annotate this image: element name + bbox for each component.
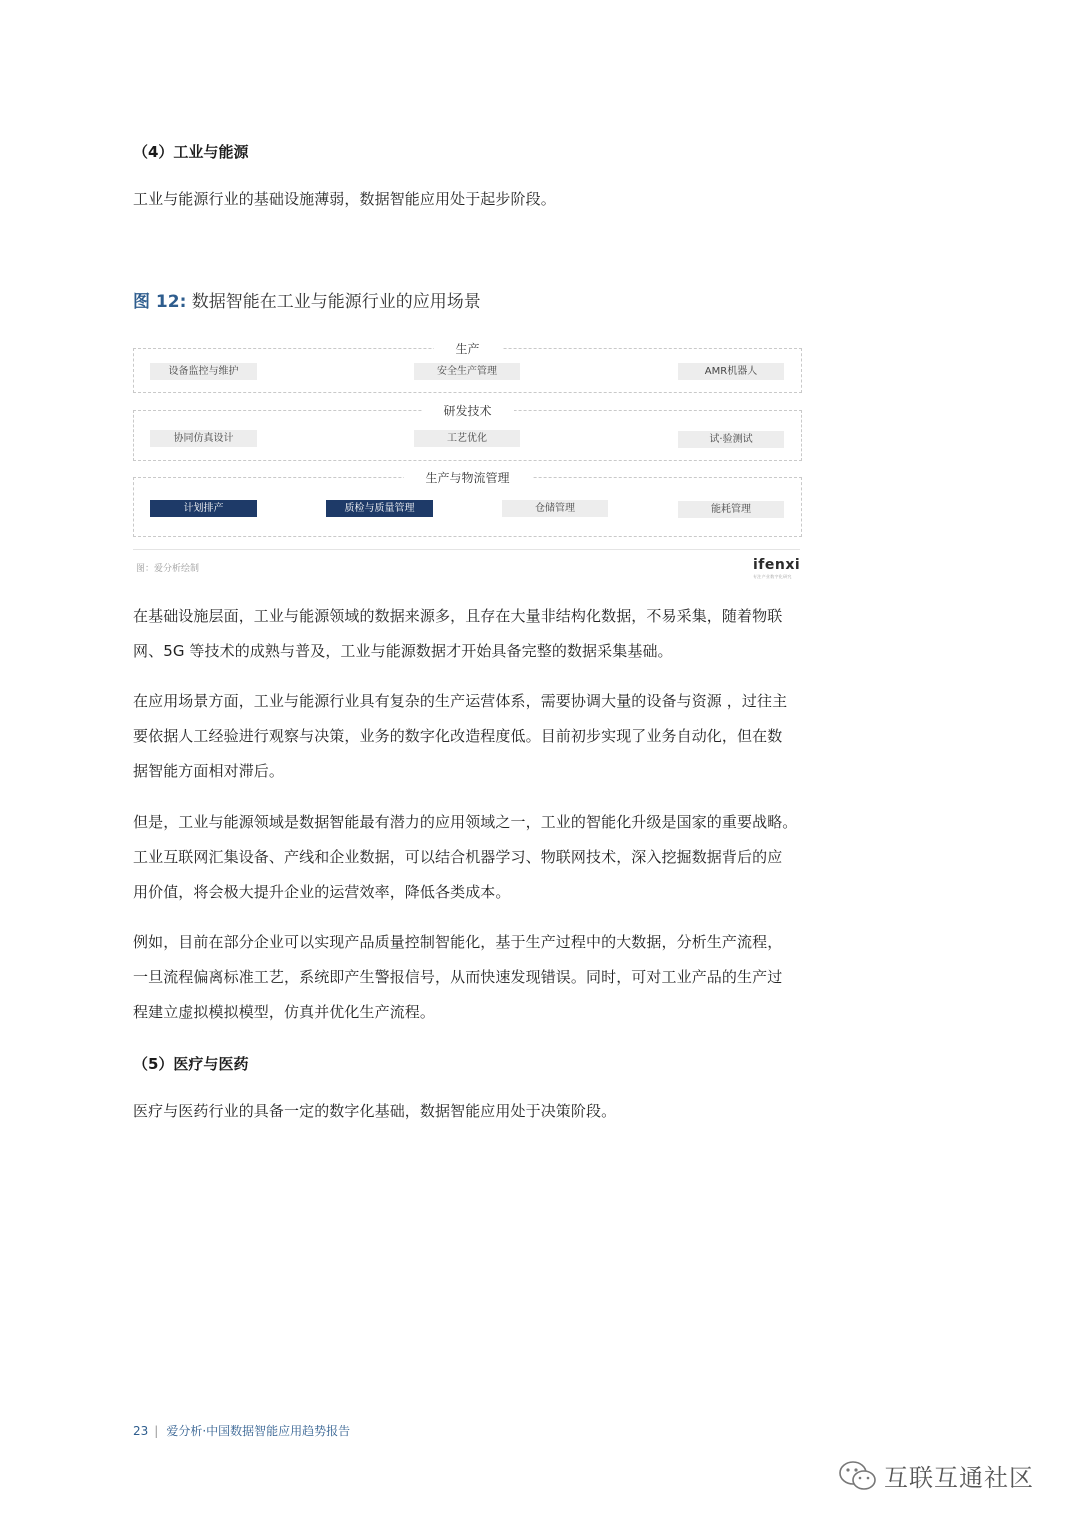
section-intro: 医疗与医药行业的具备一定的数字化基础，数据智能应用处于决策阶段。 — [133, 1102, 617, 1120]
paragraph-line: 在应用场景方面，工业与能源行业具有复杂的生产运营体系，需要协调大量的设备与资源 ，过往主 — [133, 692, 788, 710]
paragraph-line: 要依据人工经验进行观察与决策，业务的数字化改造程度低。目前初步实现了业务自动化，但在数 — [133, 727, 783, 745]
figure-divider — [133, 549, 800, 550]
paragraph-line: 工业互联网汇集设备、产线和企业数据，可以结合机器学习、物联网技术，深入挖掘数据背后的应 — [133, 848, 783, 866]
paragraph — [133, 684, 805, 789]
figure-title — [133, 287, 481, 312]
figure-group-production — [133, 342, 802, 393]
figure-group-rnd — [133, 404, 802, 461]
scenario-box: 试·验测试 — [678, 431, 784, 448]
paragraph-line: 据智能方面相对滞后。 — [133, 762, 285, 780]
wechat-icon — [838, 1459, 878, 1493]
paragraph-line: 在基础设施层面，工业与能源领域的数据来源多，且存在大量非结构化数据，不易采集，随着物联 — [133, 607, 783, 625]
paragraph-line: 但是，工业与能源领域是数据智能最有潜力的应用领域之一，工业的智能化升级是国家的重要战略。 — [133, 813, 798, 831]
paragraph-line: 网、5G 等技术的成熟与普及，工业与能源数据才开始具备完整的数据采集基础。 — [133, 642, 673, 660]
report-title: 爱分析·中国数据智能应用趋势报告 — [166, 1424, 351, 1438]
paragraph — [133, 805, 805, 910]
scenario-box: 安全生产管理 — [414, 363, 520, 380]
section-heading: （4）工业与能源 — [133, 143, 249, 161]
ifenxi-logo: ifenxi — [753, 557, 801, 573]
watermark-text: 互联互通社区 — [884, 1464, 1034, 1492]
paragraph-line: 用价值，将会极大提升企业的运营效率，降低各类成本。 — [133, 883, 511, 901]
ifenxi-logo-tagline: 专注产业数字化研究 — [753, 574, 792, 579]
paragraph-line: 程建立虚拟模拟模型，仿真并优化生产流程。 — [133, 1003, 436, 1021]
group-label: 生产与物流管理 — [403, 469, 531, 486]
paragraph — [133, 599, 805, 669]
scenario-box: AMR机器人 — [678, 363, 784, 380]
scenario-box: 能耗管理 — [678, 501, 784, 518]
scenario-box: 设备监控与维护 — [150, 363, 257, 380]
group-label: 研发技术 — [421, 402, 513, 419]
footer-separator: | — [154, 1424, 159, 1438]
scenario-box: 工艺优化 — [414, 430, 520, 447]
section-intro: 工业与能源行业的基础设施薄弱，数据智能应用处于起步阶段。 — [133, 190, 556, 208]
paragraph-line: 一旦流程偏离标准工艺，系统即产生警报信号，从而快速发现错误。同时，可对工业产品的生产过 — [133, 968, 783, 986]
paragraph — [133, 925, 805, 1030]
scenario-box: 仓储管理 — [502, 500, 608, 517]
figure-source: 图：爱分析绘制 — [136, 564, 200, 574]
scenario-box: 协同仿真设计 — [150, 430, 257, 447]
figure-caption: 数据智能在工业与能源行业的应用场景 — [191, 292, 481, 312]
group-label: 生产 — [433, 340, 501, 357]
figure-group-logistics — [133, 471, 802, 537]
scenario-box-highlighted: 质检与质量管理 — [326, 500, 433, 517]
page-footer — [133, 1422, 350, 1439]
figure-number: 图 12: — [133, 292, 187, 312]
paragraph-line: 例如，目前在部分企业可以实现产品质量控制智能化，基于生产过程中的大数据，分析生产流程， — [133, 933, 783, 951]
page-number: 23 — [133, 1424, 149, 1438]
section-heading: （5）医疗与医药 — [133, 1055, 249, 1073]
scenario-box-highlighted: 计划排产 — [150, 500, 257, 517]
watermark — [838, 1458, 1034, 1493]
